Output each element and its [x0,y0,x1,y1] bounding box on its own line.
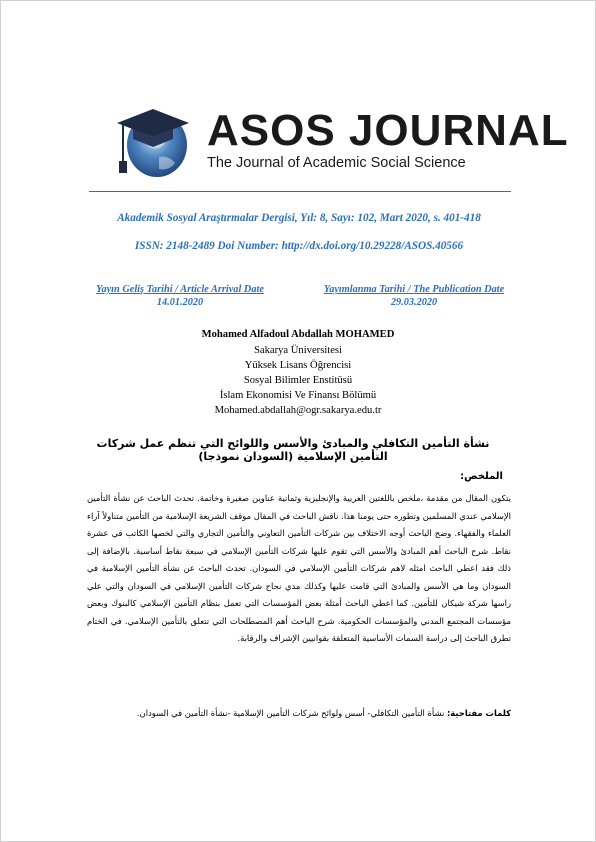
arrival-date-value: 14.01.2020 [156,297,204,308]
keywords-line [87,708,511,718]
journal-doi-line[interactable]: ISSN: 2148-2489 Doi Number: http://dx.doi.org/10.29228/ASOS.40566 [134,240,464,252]
author-status: Yüksek Lisans Öğrencisi [244,360,352,371]
journal-issue-line: Akademik Sosyal Araştırmalar Dergisi, Yıl: 8, Sayı: 102, Mart 2020, s. 401-418 [117,212,481,224]
arrival-date-label: Yayın Geliş Tarihi / Article Arrival Date [96,284,264,295]
abstract-body: يتكون المقال من مقدمة ،ملخص باللغتين العربية والإنجليزية وثمانية عناوين صغيرة وخاتمة. تحدث الباحث عن نشأة التأمين الإسلامي عندي المسلمين وتطوره حتى يومنا هذا. ناقش الباحث في المقال موقف الشريعة الإسلامية من التأمين متناولاً آراء العلماء والفقهاء. وضح الباحث أوجه الاختلاف بين شركات التأمين التعاوني والتأمين التجاري والتي لخصها الكاتب في عشرة نقاط. شرح الباحث أهم المبادئ والأسس التي تقوم عليها شركات التأمين الإسلامي في سبعة نقاط أساسية. بالإضافة إلى ذلك فقد اعطي الباحث امثله لاهم شركات التأمين الإسلامي في السودان. تحدث الباحث عن نشأة التأمين الإسلامية في السودان وما هي الأسس والمبادئ التي قامت عليها وكذلك مدي نجاح شركات التأمين الإسلامي في السودان والتي علي راسها شركة شيكان للتأمين. كما اعطي الباحث أمثلة بعض المؤسسات التي تعمل بنظام التأمين الإسلامي كالبنوك وبعض مؤسسات المجتمع المدني والمؤسسات الحكومية. شرح الباحث أهم المصطلحات التي تتعلق بالتأمين الإسلامي. في الختام تطرق الباحث إلى دراسة السمات الأساسية المتعلقة بقوانيين الإشراف والرقابة. [87,493,511,643]
graduation-cap-globe-icon [113,93,193,179]
brand-name: ASOS JOURNAL [207,106,569,155]
abstract-heading: الملخص: [460,471,503,482]
author-email[interactable]: Mohamed.abdallah@ogr.sakarya.edu.tr [214,405,382,416]
publication-date-label: Yayımlanma Tarihi / The Publication Date [323,284,505,295]
arrival-date-block [85,283,275,309]
author-name: Mohamed Alfadoul Abdallah MOHAMED [201,329,395,340]
author-department: İslam Ekonomisi Ve Finansı Bölümü [219,390,377,401]
brand-tagline: The Journal of Academic Social Science [207,155,466,171]
keywords-label: كلمات مفتاحية: [446,708,511,718]
article-title: نشأة التأمين التكافلي والمبادئ والأسس واللوائح التي تنظم عمل شركات التأمين الإسلامية (السودان نموذجا) [96,437,490,463]
header-divider [89,191,511,192]
keywords-body: نشأة التأمين التكافلي- أسس ولوائح شركات التأمين الإسلامية -نشأة التأمين في السودان. [136,708,447,718]
publication-date-block [315,283,513,309]
author-university: Sakarya Üniversitesi [254,345,342,356]
publication-date-value: 29.03.2020 [390,297,438,308]
journal-brand [207,106,569,172]
author-block [151,327,445,418]
author-institute: Sosyal Bilimler Enstitüsü [243,375,353,386]
